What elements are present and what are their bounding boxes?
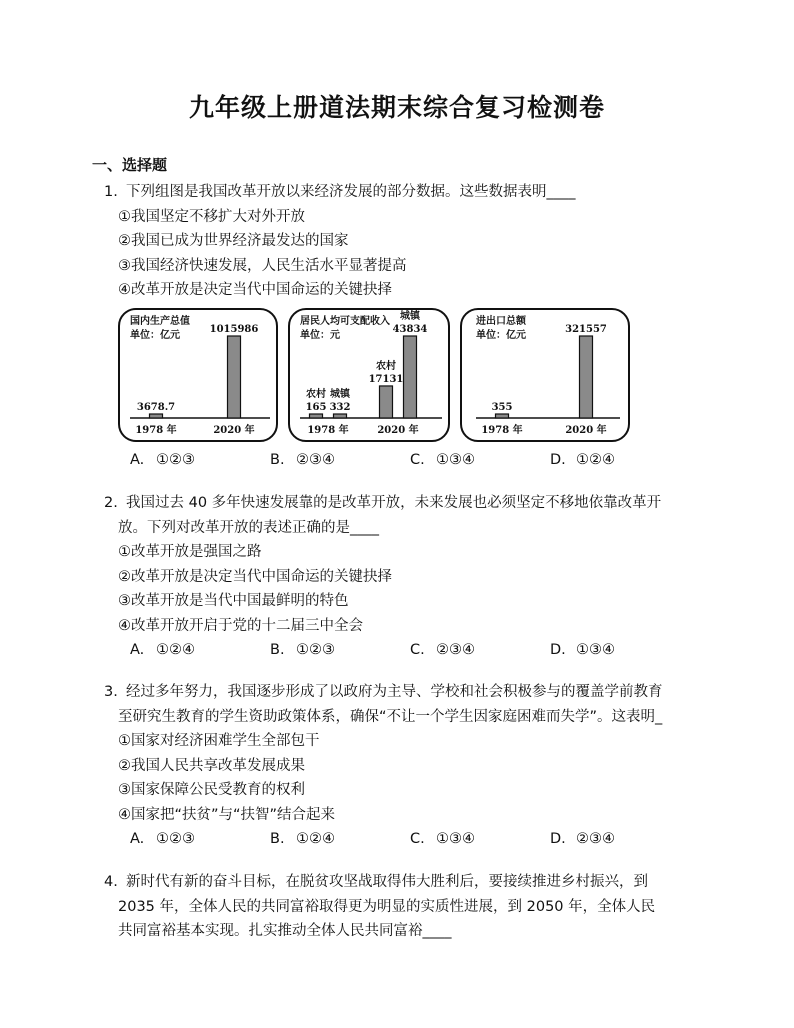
bar [380,386,393,418]
data-label: 1015986 [209,324,259,335]
chart-gdp-svg [120,310,280,444]
bar [310,414,323,418]
choice-letter: A. [130,831,145,847]
choice-a[interactable] [130,638,270,663]
choice-c[interactable] [410,448,550,473]
question-stem-continued: 放。下列对改革开放的表述正确的是____ [118,519,379,536]
question-1 [104,180,704,303]
question-stem: 新时代有新的奋斗目标，在脱贫攻坚战取得伟大胜利后，要接续推进乡村振兴，到 [126,874,648,890]
chart-title: 居民人均可支配收入 [300,316,390,327]
data-label: 165 [305,402,327,413]
x-tick-label: 1978 年 [481,425,523,436]
bar [496,414,509,418]
statement-item: ②改革开放是决定当代中国命运的关键抉择 [118,568,392,585]
data-label: 321557 [565,324,607,335]
data-label: 355 [491,402,513,413]
question-number: 1. [104,184,118,200]
statement-item: ①国家对经济困难学生全部包干 [118,733,320,749]
chart-unit: 单位：亿元 [130,330,180,341]
chart-unit: 单位：亿元 [476,330,526,341]
choice-d[interactable] [550,448,690,473]
choice-letter: B. [270,642,285,658]
choice-letter: C. [410,831,425,847]
bar-group-label: 农村 [376,360,396,372]
choice-text: ①②④ [296,831,335,847]
choice-a[interactable] [130,827,270,852]
choice-text: ②③④ [576,831,615,847]
statement-item: ③国家保障公民受教育的权利 [118,782,305,798]
statement-item: ④改革开放是决定当代中国命运的关键抉择 [118,282,392,298]
choice-letter: D. [550,452,566,468]
chart-gdp [118,308,278,442]
chart-trade-svg [462,310,632,444]
chart-unit: 单位：元 [300,330,340,341]
bar [150,414,163,418]
choice-text: ①②③ [156,452,195,468]
x-tick-label: 2020 年 [213,425,255,436]
choice-letter: A. [130,452,145,468]
choice-text: ②③④ [296,452,335,468]
choice-text: ①②④ [156,642,195,658]
bar-group-label: 城镇 [400,311,420,322]
page-title: 九年级上册道法期末综合复习检测卷 [188,93,605,122]
choice-c[interactable] [410,638,550,663]
question-stem-continued: 共同富裕基本实现。扎实推动全体人民共同富裕____ [118,923,452,939]
choice-letter: D. [550,831,566,847]
data-label: 332 [329,402,351,413]
question-number: 3. [104,684,118,700]
data-label: 17131 [368,373,404,385]
chart-title: 进出口总额 [476,316,526,327]
x-tick-label: 2020 年 [565,425,607,436]
question-stem: 下列组图是我国改革开放以来经济发展的部分数据。这些数据表明____ [126,184,576,200]
chart-income-svg [290,310,452,444]
section-heading: 一、选择题 [92,156,168,174]
choice-text: ①③④ [576,642,615,658]
choice-letter: B. [270,831,285,847]
choice-letter: C. [410,642,425,658]
chart-trade [460,308,630,442]
data-label: 3678.7 [136,402,176,413]
chart-title: 国内生产总值 [130,316,190,327]
bar [228,336,241,418]
question-3 [104,680,704,852]
x-tick-label: 1978 年 [307,425,349,436]
statement-item: ④国家把“扶贫”与“扶智”结合起来 [118,806,336,823]
choice-text: ①②③ [296,642,335,658]
bar [334,414,347,418]
question-number: 4. [104,874,118,890]
choice-d[interactable] [550,638,690,663]
question-stem-continued: 至研究生教育的学生资助政策体系，确保“不让一个学生因家庭困难而失学”。这表明_ [118,708,663,725]
choice-b[interactable] [270,638,410,663]
data-label: 43834 [392,324,428,335]
question-stem-continued: 2035 年，全体人民的共同富裕取得更为明显的实质性进展，到 2050 年，全体人民 [118,898,656,915]
choice-letter: C. [410,452,425,468]
question-4 [104,870,704,944]
statement-item: ③改革开放是当代中国最鲜明的特色 [118,593,349,609]
statement-item: ③我国经济快速发展，人民生活水平显著提高 [118,257,407,274]
statement-item: ①改革开放是强国之路 [118,544,262,560]
charts-figure [118,308,638,444]
question-number: 2. [104,495,118,511]
choice-text: ①③④ [436,831,475,847]
choice-text: ①③④ [436,452,475,468]
statement-item: ①我国坚定不移扩大对外开放 [118,208,305,225]
question-1-choices [104,448,704,473]
choice-b[interactable] [270,827,410,852]
question-2 [104,491,704,663]
statement-item: ④改革开放开启于党的十二届三中全会 [118,617,363,634]
statement-item: ②我国人民共享改革发展成果 [118,757,305,774]
choice-text: ①②③ [156,831,195,847]
choice-a[interactable] [130,448,270,473]
choice-c[interactable] [410,827,550,852]
question-stem: 经过多年努力，我国逐步形成了以政府为主导、学校和社会积极参与的覆盖学前教育 [126,684,663,700]
bar [404,336,417,418]
choice-letter: A. [130,642,145,658]
bar-group-label: 城镇 [330,389,350,400]
choice-text: ②③④ [436,642,475,658]
choice-d[interactable] [550,827,690,852]
choice-b[interactable] [270,448,410,473]
choice-text: ①②④ [576,452,615,468]
choice-letter: B. [270,452,285,468]
x-tick-label: 2020 年 [377,425,419,436]
chart-income [288,308,450,442]
choice-letter: D. [550,642,566,658]
statement-item: ②我国已成为世界经济最发达的国家 [118,233,349,249]
bar [580,336,593,418]
x-tick-label: 1978 年 [135,425,177,436]
bar-group-label: 农村 [306,389,326,400]
question-stem: 我国过去 40 多年快速发展靠的是改革开放，未来发展也必须坚定不移地依靠改革开 [126,495,662,511]
